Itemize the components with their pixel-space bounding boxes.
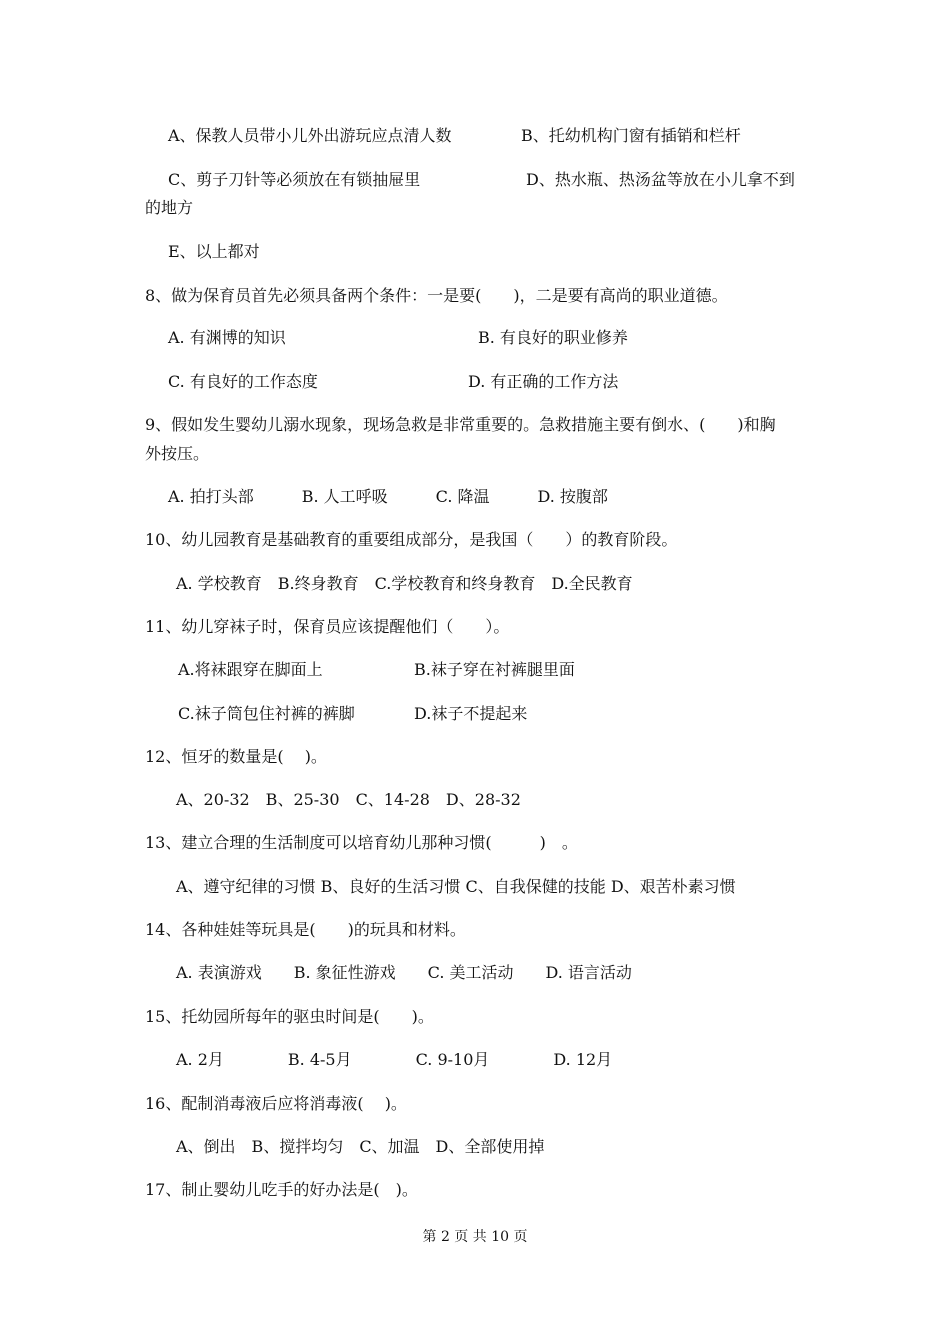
q8-option-d: D. 有正确的工作方法 — [468, 372, 619, 391]
q13-options: A、遵守纪律的习惯 B、良好的生活习惯 C、自我保健的技能 D、艰苦朴素习惯 — [176, 877, 736, 896]
q11-option-c: C.袜子筒包住衬裤的裤脚 — [178, 704, 355, 723]
q7-option-a: A、保教人员带小儿外出游玩应点清人数 — [168, 126, 452, 145]
question-11: 11、幼儿穿袜子时，保育员应该提醒他们（ ）。 — [145, 617, 510, 636]
q11-option-b: B.袜子穿在衬裤腿里面 — [414, 660, 575, 679]
question-15: 15、托幼园所每年的驱虫时间是( )。 — [145, 1007, 434, 1026]
q7-option-d: D、热水瓶、热汤盆等放在小儿拿不到 — [526, 170, 795, 189]
q10-options: A. 学校教育 B.终身教育 C.学校教育和终身教育 D.全民教育 — [176, 574, 633, 593]
q7-option-d-continued: 的地方 — [145, 198, 194, 217]
q12-options: A、20-32 B、25-30 C、14-28 D、28-32 — [176, 790, 521, 809]
page-footer: 第 2 页 共 10 页 — [422, 1229, 528, 1245]
q16-options: A、倒出 B、搅拌均匀 C、加温 D、全部使用掉 — [176, 1137, 545, 1156]
q14-options: A. 表演游戏 B. 象征性游戏 C. 美工活动 D. 语言活动 — [176, 963, 632, 982]
question-9: 9、假如发生婴幼儿溺水现象，现场急救是非常重要的。急救措施主要有倒水、( )和胸 — [145, 415, 776, 434]
question-8: 8、做为保育员首先必须具备两个条件：一是要( )，二是要有高尚的职业道德。 — [145, 286, 728, 305]
question-10: 10、幼儿园教育是基础教育的重要组成部分，是我国（ ）的教育阶段。 — [145, 530, 678, 549]
q8-option-a: A. 有渊博的知识 — [168, 328, 286, 347]
q9-options: A. 拍打头部 B. 人工呼吸 C. 降温 D. 按腹部 — [168, 487, 608, 506]
question-9-continued: 外按压。 — [145, 444, 210, 463]
question-12: 12、恒牙的数量是( )。 — [145, 747, 327, 766]
q7-option-b: B、托幼机构门窗有插销和栏杆 — [521, 126, 741, 145]
q8-option-b: B. 有良好的职业修养 — [478, 328, 628, 347]
q7-option-e: E、以上都对 — [168, 242, 260, 261]
q8-option-c: C. 有良好的工作态度 — [168, 372, 318, 391]
question-13: 13、建立合理的生活制度可以培育幼儿那种习惯( ) 。 — [145, 833, 578, 852]
question-14: 14、各种娃娃等玩具是( )的玩具和材料。 — [145, 920, 466, 939]
q7-option-c: C、剪子刀针等必须放在有锁抽屉里 — [168, 170, 421, 189]
q11-option-a: A.将袜跟穿在脚面上 — [178, 660, 323, 679]
q11-option-d: D.袜子不提起来 — [414, 704, 528, 723]
q15-options: A. 2月 B. 4-5月 C. 9-10月 D. 12月 — [176, 1050, 613, 1069]
question-17: 17、制止婴幼儿吃手的好办法是( )。 — [145, 1180, 418, 1199]
question-16: 16、配制消毒液后应将消毒液( )。 — [145, 1094, 407, 1113]
